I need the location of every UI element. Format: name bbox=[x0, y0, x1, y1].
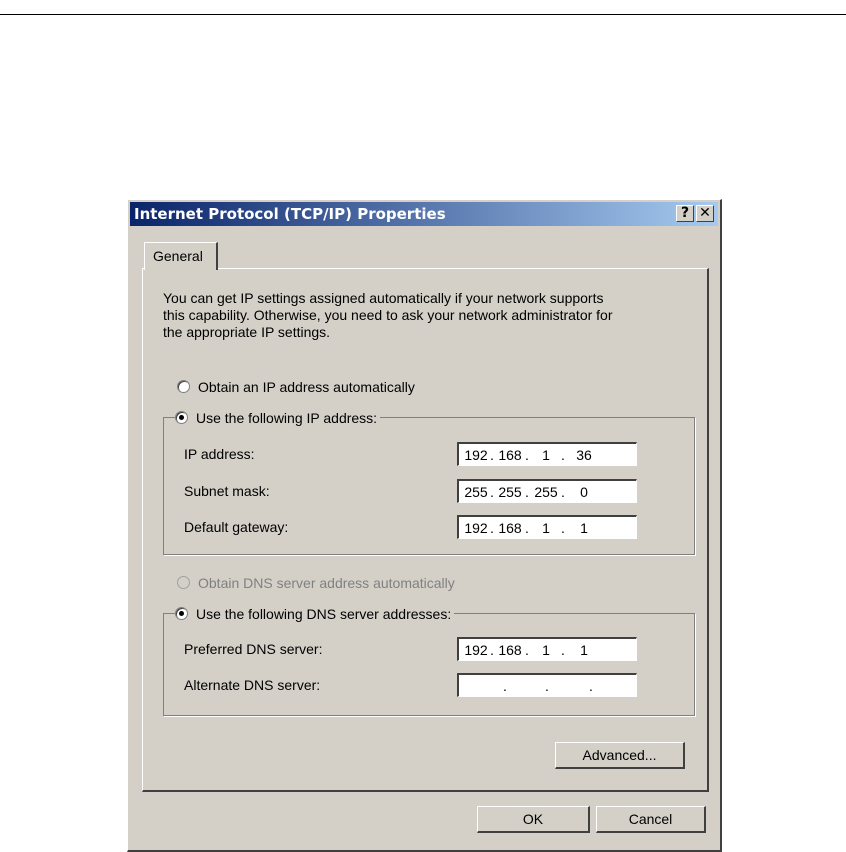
obtain-dns-auto-label: Obtain DNS server address automatically bbox=[198, 575, 455, 591]
radio-icon bbox=[177, 576, 190, 589]
obtain-dns-auto-radio[interactable] bbox=[177, 575, 458, 591]
radio-icon bbox=[175, 607, 188, 620]
octet-4: 1 bbox=[580, 520, 588, 536]
octet-2: 168 bbox=[498, 520, 522, 536]
top-rule bbox=[0, 14, 846, 15]
octet-2: 168 bbox=[498, 447, 522, 463]
cancel-button[interactable]: Cancel bbox=[596, 806, 706, 833]
obtain-ip-auto-radio[interactable] bbox=[177, 379, 418, 395]
subnet-mask-input[interactable]: 255 . 255 . 255 . 0 bbox=[457, 479, 637, 503]
octet-4: 0 bbox=[580, 484, 588, 500]
ip-address-input[interactable]: 192 . 168 . 1 . 36 bbox=[457, 442, 637, 466]
title-bar[interactable] bbox=[130, 202, 718, 226]
default-gateway-input[interactable]: 192 . 168 . 1 . 1 bbox=[457, 515, 637, 539]
ok-button[interactable]: OK bbox=[477, 806, 590, 833]
dialog-title: Internet Protocol (TCP/IP) Properties bbox=[134, 205, 446, 223]
dns-server-group bbox=[163, 613, 695, 716]
preferred-dns-label: Preferred DNS server: bbox=[184, 641, 323, 657]
intro-text: You can get IP settings assigned automatically if your network supports this capability. Otherwise, you need to ask your network administrator for the appropriate IP settings. bbox=[163, 290, 613, 340]
octet-1: 192 bbox=[464, 447, 488, 463]
help-button[interactable]: ? bbox=[676, 205, 694, 222]
ip-address-label: IP address: bbox=[184, 446, 255, 462]
use-following-ip-radio[interactable] bbox=[175, 410, 380, 426]
octet-4: 1 bbox=[580, 642, 588, 658]
octet-1: 192 bbox=[464, 520, 488, 536]
octet-3: 1 bbox=[542, 520, 550, 536]
radio-icon bbox=[177, 380, 190, 393]
preferred-dns-input[interactable]: 192 . 168 . 1 . 1 bbox=[457, 637, 637, 661]
advanced-button[interactable]: Advanced... bbox=[555, 742, 685, 769]
octet-2: 255 bbox=[498, 484, 522, 500]
subnet-mask-label: Subnet mask: bbox=[184, 483, 270, 499]
use-following-dns-label: Use the following DNS server addresses: bbox=[196, 606, 452, 622]
use-following-dns-radio[interactable] bbox=[175, 606, 454, 622]
close-button[interactable]: ✕ bbox=[696, 205, 714, 222]
general-panel bbox=[142, 268, 709, 792]
tab-general-label: General bbox=[153, 248, 203, 264]
tcpip-properties-dialog bbox=[127, 199, 722, 852]
alternate-dns-label: Alternate DNS server: bbox=[184, 677, 321, 693]
octet-3: 1 bbox=[542, 642, 550, 658]
octet-3: 255 bbox=[534, 484, 558, 500]
use-following-ip-label: Use the following IP address: bbox=[196, 410, 378, 426]
obtain-ip-auto-label: Obtain an IP address automatically bbox=[198, 379, 415, 395]
octet-4: 36 bbox=[576, 447, 592, 463]
octet-1: 192 bbox=[464, 642, 488, 658]
octet-3: 1 bbox=[542, 447, 550, 463]
octet-1: 255 bbox=[464, 484, 488, 500]
radio-icon bbox=[175, 411, 188, 424]
octet-2: 168 bbox=[498, 642, 522, 658]
ip-address-group bbox=[163, 417, 695, 555]
tab-general[interactable] bbox=[144, 242, 218, 270]
default-gateway-label: Default gateway: bbox=[184, 519, 289, 535]
alternate-dns-input[interactable]: . . . bbox=[457, 673, 637, 697]
